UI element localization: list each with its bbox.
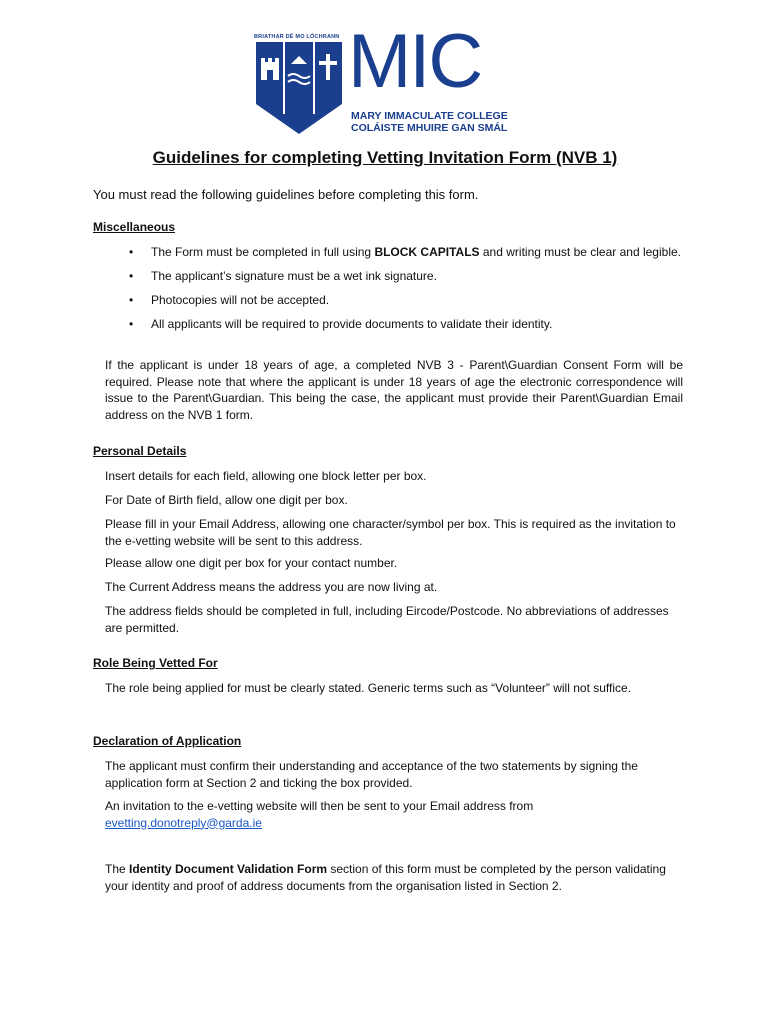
personal-p5: The Current Address means the address you are now living at. [105, 580, 438, 594]
college-logo [254, 19, 524, 134]
list-item: • The Form must be completed in full using BLOCK CAPITALS and writing must be clear and legible. [129, 245, 681, 259]
bullet-icon: • [129, 293, 134, 307]
personal-p2: For Date of Birth field, allow one digit per box. [105, 493, 348, 507]
list-item: • The applicant’s signature must be a wet ink signature. [129, 269, 437, 283]
heading-miscellaneous: Miscellaneous [93, 220, 176, 234]
personal-p3: Please fill in your Email Address, allowing one character/symbol per box. This is required as the invitation to the e-vetting website will be sent to this address. [105, 517, 676, 548]
page-title: Guidelines for completing Vetting Invitation Form (NVB 1) [152, 148, 618, 167]
declaration-p3: The Identity Document Validation Form section of this form must be completed by the person validating your identity and proof of address documents from the organisation listed in Section 2. [105, 862, 666, 893]
heading-declaration: Declaration of Application [93, 734, 242, 748]
bullet-icon: • [129, 317, 134, 331]
heading-personal-details: Personal Details [93, 444, 187, 458]
logo-motto: BRIATHAR DÉ MO LÓCHRANN [254, 34, 340, 40]
declaration-p2: An invitation to the e-vetting website will then be sent to your Email address from evetting.donotreply@garda.ie [105, 799, 534, 830]
misc-bullet-list [93, 244, 693, 340]
under-18-paragraph: If the applicant is under 18 years of age, a completed NVB 3 - Parent\Guardian Consent Form will be required. Please note that where the applicant is under 18 years of age the electronic correspondence will issue to the Parent\Guardian. This being the case, the applicant must provide their Parent\Guardian Email address on the NVB 1 form. [105, 358, 683, 422]
college-name-irish: COLÁISTE MHUIRE GAN SMÁL [351, 122, 508, 134]
email-link[interactable]: evetting.donotreply@garda.ie [105, 815, 262, 830]
bullet-icon: • [129, 269, 134, 283]
bullet-icon: • [129, 245, 134, 259]
declaration-p1: The applicant must confirm their understanding and acceptance of the two statements by signing the application form at Section 2 and ticking the box provided. [105, 759, 638, 790]
logo-letters: MIC [348, 19, 482, 104]
personal-p6: The address fields should be completed in full, including Eircode/Postcode. No abbreviations of addresses are permitted. [105, 604, 669, 635]
college-name-english: MARY IMMACULATE COLLEGE [351, 110, 508, 122]
personal-p4: Please allow one digit per box for your contact number. [105, 556, 398, 570]
list-item: • Photocopies will not be accepted. [129, 293, 330, 307]
personal-p1: Insert details for each field, allowing one block letter per box. [105, 469, 427, 483]
heading-role: Role Being Vetted For [93, 656, 218, 670]
list-item: • All applicants will be required to provide documents to validate their identity. [129, 317, 553, 331]
crest-icon [254, 42, 344, 134]
intro-text: You must read the following guidelines before completing this form. [93, 187, 479, 202]
role-p1: The role being applied for must be clearly stated. Generic terms such as “Volunteer” will not suffice. [105, 681, 632, 695]
